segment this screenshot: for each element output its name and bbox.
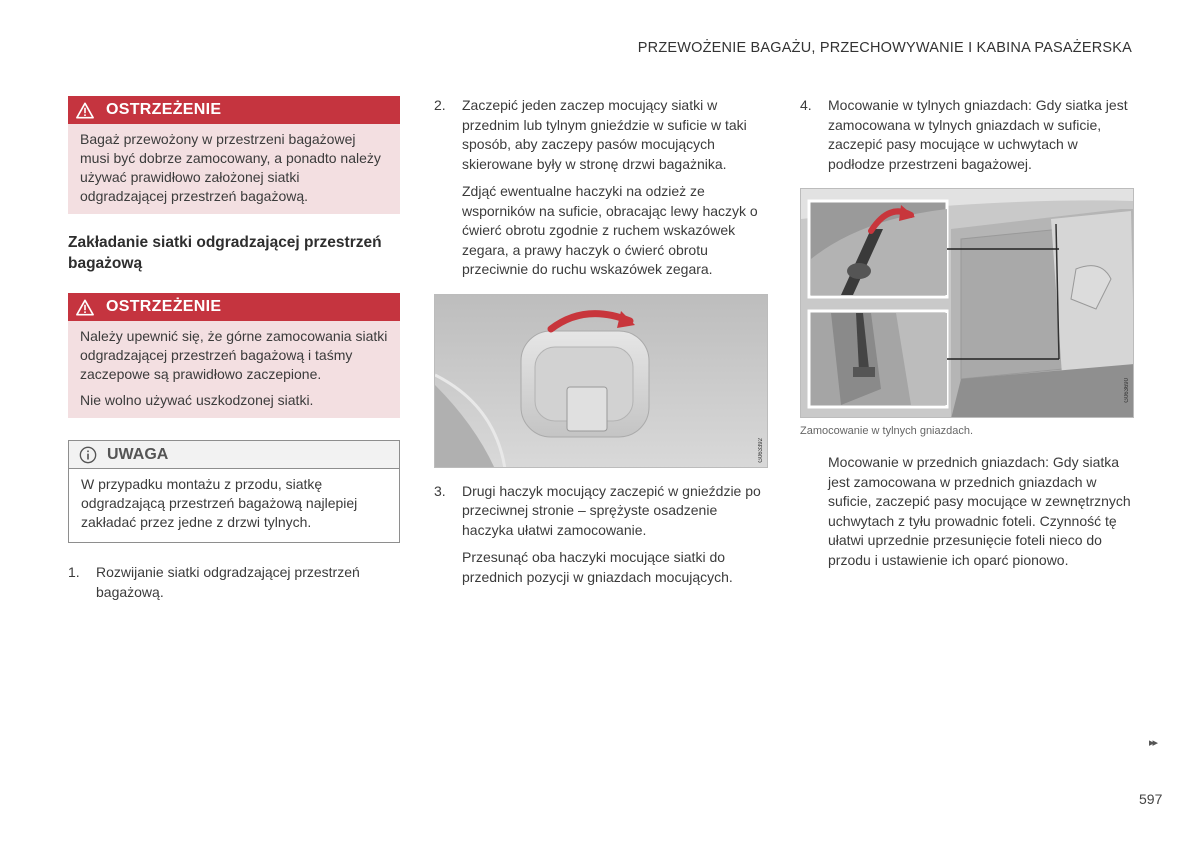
info-icon	[79, 446, 97, 464]
step-3	[434, 482, 768, 541]
warning-body	[68, 321, 400, 418]
warning-header	[68, 293, 400, 321]
page-header: PRZEWOŻENIE BAGAŻU, PRZECHOWYWANIE I KABINA PASAŻERSKA	[637, 40, 1132, 56]
step-number: 1.	[68, 564, 80, 580]
warning-box-2	[68, 293, 400, 418]
warning-body	[68, 124, 400, 214]
step-number: 2.	[434, 97, 446, 113]
warning-text: Nie wolno używać uszkodzonej siatki.	[80, 392, 314, 408]
step-text: Rozwijanie siatki odgradzającej przestrzeń bagażową.	[96, 564, 360, 600]
figure-caption: Zamocowanie w tylnych gniazdach.	[800, 425, 974, 437]
warning-box-1	[68, 96, 400, 214]
step-text: Drugi haczyk mocujący zaczepić w gnieździe po przeciwnej stronie – sprężyste osadzenie haczyka ułatwi zamocowanie.	[462, 482, 761, 538]
warning-label: OSTRZEŻENIE	[106, 101, 222, 118]
step-number: 4.	[800, 97, 812, 113]
step-4	[800, 96, 1134, 174]
section-heading: Zakładanie siatki odgradzającej przestrzeń bagażową	[68, 234, 382, 272]
warning-text: Bagaż przewożony w przestrzeni bagażowej musi być dobrze zamocowany, a ponadto należy używać prawidłowo założonej siatki odgradzającej przestrzeń bagażową.	[80, 131, 381, 204]
figure-rear-mounting	[800, 188, 1134, 418]
step-2	[434, 96, 768, 174]
step-1	[68, 563, 400, 602]
rear-mounting-illustration	[801, 189, 1134, 418]
continue-arrows-icon: ▸▸	[1149, 737, 1157, 749]
note-text: W przypadku montażu z przodu, siatkę odgradzającą przestrzeń bagażową najlepiej zakładać przez jedne z drzwi tylnych.	[81, 476, 358, 530]
page-number: 597	[1139, 791, 1163, 807]
note-header	[69, 441, 399, 469]
warning-label: OSTRZEŻENIE	[106, 298, 222, 315]
warning-header	[68, 96, 400, 124]
warning-triangle-icon	[76, 299, 94, 316]
note-box	[68, 440, 400, 543]
figure-ceiling-hook	[434, 294, 768, 468]
ceiling-hook-illustration	[435, 295, 768, 468]
paragraph: Zdjąć ewentualne haczyki na odzież ze wsporników na suficie, obracając lewy haczyk o ćwierć obrotu zgodnie z ruchem wskazówek zegara, a prawy haczyk o ćwierć obrotu przeciwnie do ruchu wskazówek zegara.	[462, 183, 758, 277]
column-right	[800, 96, 1134, 570]
column-middle	[434, 96, 768, 587]
column-left	[68, 96, 400, 602]
figure-code: G063690	[1124, 378, 1130, 403]
step-text: Zaczepić jeden zaczep mocujący siatki w przednim lub tylnym gnieździe w suficie w taki sposób, aby zaczepy pasów mocujących skierowane były w stronę drzwi bagażnika.	[462, 97, 747, 172]
note-label: UWAGA	[107, 445, 169, 463]
step-number: 3.	[434, 482, 446, 499]
warning-text: Należy upewnić się, że górne zamocowania siatki odgradzającej przestrzeń bagażową i taśmy zaczepowe są prawidłowo zaczepione.	[80, 328, 388, 382]
warning-triangle-icon	[76, 102, 94, 119]
paragraph: Mocowanie w przednich gniazdach: Gdy siatka jest zamocowana w przednich gniazdach w suficie, zaczepić pasy mocujące w zewnętrznych uchwytach z tyłu prowadnic foteli. Czynność tę ułatwi uprzednie przesunięcie foteli nieco do przodu i ustawienie ich oparć pionowo.	[828, 454, 1131, 568]
figure-code: G063392	[758, 437, 764, 463]
paragraph: Przesunąć oba haczyki mocujące siatki do przednich pozycji w gniazdach mocujących.	[462, 549, 733, 585]
step-text: Mocowanie w tylnych gniazdach: Gdy siatka jest zamocowana w tylnych gniazdach w suficie, zaczepić pasy mocujące w uchwytach w podłodze przestrzeni bagażowej.	[828, 97, 1128, 172]
